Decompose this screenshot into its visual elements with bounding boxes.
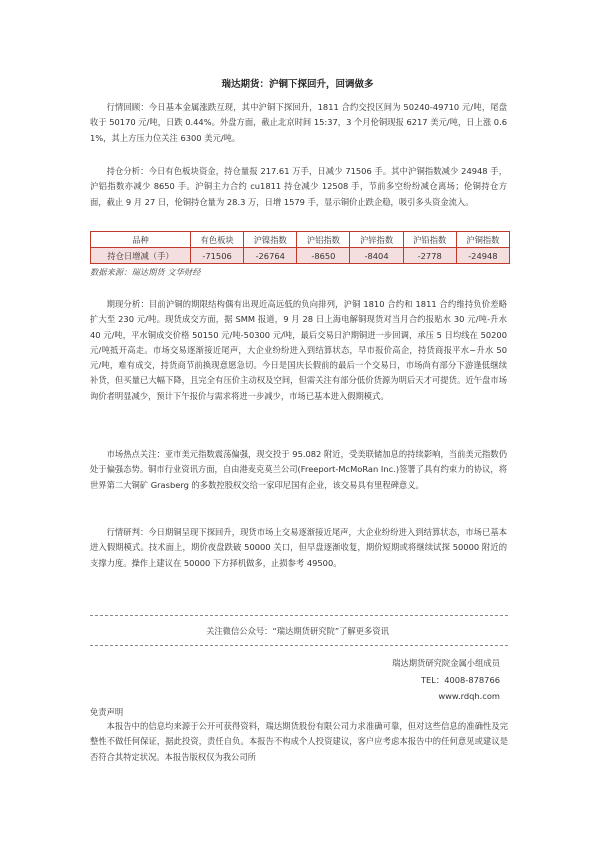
table-header-cell: 品种 [91,232,191,248]
disclaimer-text: 本报告中的信息均来源于公开可获得资料，瑞达期货股份有限公司力求准确可靠，但对这些信息的准确性及完整性不做任何保证，据此投资，责任自负。本报告不构成个人投资建议，客户应考虑本报告中的任何意见或建议是否符合其特定状况。本报告版权仅为我公司所 [90,721,508,762]
team-name: 瑞达期货研究院金属小组成员 [392,658,500,668]
table-header-cell: 沪铝指数 [297,232,350,248]
dashed-divider-bottom [90,645,508,646]
table-row [91,248,510,264]
report-title: 瑞达期货：沪铜下探回升，回调做多 [221,79,374,90]
table-header-row [91,232,510,248]
position-change-table [90,231,510,264]
table-header-cell: 沪锌指数 [350,232,403,248]
table-cell: 持仓日增减（手） [91,248,191,264]
table-header-cell: 沪镍指数 [244,232,297,248]
wechat-follow-note: 关注微信公众号：“瑞达期货研究院”了解更多资讯 [206,626,389,636]
table-header-cell: 沪铅指数 [403,232,456,248]
website-link[interactable]: www.rdqh.com [438,691,500,701]
table-cell: -8404 [350,248,403,264]
disclaimer-heading: 免责声明 [90,707,124,717]
position-analysis-paragraph: 持仓分析：今日有色板块资金，持仓量报 217.61 万手，日减少 71506 手。其中沪铜指数减少 24948 手，沪铝指数亦减少 8650 手。沪铜主力合约 cu1811 持仓减少 12508 手，节前多空纷纷减仓离场；伦铜持仓方面，截止 9 月 27 日，伦铜持仓量为 28.3 万，日增 1579 手，显示铜价止跌企稳，吸引多头资金流入。 [90,166,507,207]
dashed-divider-top [90,615,508,616]
contact-phone: TEL：4008-878766 [420,675,500,685]
table-cell: -2778 [403,248,456,264]
table-cell: -26764 [244,248,297,264]
table-header-cell: 沪铜指数 [456,232,509,248]
strategy-paragraph: 行情研判：今日期铜呈现下探回升，现货市场上交易逐渐接近尾声，大企业纷纷进入到结算状态，市场已基本进入假期模式。技术面上，期价夜盘跌破 50000 关口，但早盘逐渐收复，期价短期或将继续试探 50000 附近的支撑力度。操作上建议在 50000 下方择机做多，止损参考 49500。 [90,527,507,568]
market-hotspot-paragraph: 市场热点关注：亚市美元指数震荡偏强，现交投于 95.082 附近，受美联储加息的持续影响，当前美元指数仍处于偏强态势。铜市行业资讯方面，自由港麦克莫兰公司(Freeport-McMoRan Inc.)签署了具有约束力的协议，将世界第二大铜矿 Grasberg 的多数控股权交给一家印尼国有企业，该交易具有里程碑意义。 [90,449,507,490]
data-source-note: 数据来源：瑞达期货 文华财经 [90,267,201,277]
term-structure-paragraph: 期现分析：目前沪铜的期限结构偶有出现近高远低的负向排列，沪铜 1810 合约和 1811 合约维持负价差略扩大至 230 元/吨。现货成交方面，据 SMM 报道，9 月 28 日上海电解铜现货对当月合约报贴水 30 元/吨-升水 40 元/吨，平水铜成交价格 50150 元/吨-50300 元/吨，最后交易日沪期铜进一步回调，承压 5 日均线在 50200 元/吨抵开高走。市场交易逐渐接近尾声，大企业纷纷进入到结算状态，早市报价高企，持货商报平水~升水 50 元/吨，难有成交，持货商节前换现意愿急切。今日是国庆长假前的最后一个交易日，市场尚有部分下游逢低继续补货，但买量已大幅下降，且完全有压价主动权及空间，但需关注有部分低价货源为明后天才可提货。近午盘市场询价者明显减少，预计下午报价与需求将进一步减少，市场已基本进入假期模式。 [90,299,507,401]
table-header-cell: 有色板块 [191,232,244,248]
market-review-paragraph: 行情回顾：今日基本金属涨跌互现，其中沪铜下探回升，1811 合约交投区间为 50240-49710 元/吨，尾盘收于 50170 元/吨，日跌 0.44%。外盘方面，截止北京时间 15:37，3 个月伦铜现报 6217 美元/吨，日上涨 0.61%，其上方压力位关注 6300 美元/吨。 [90,102,507,143]
table-cell: -8650 [297,248,350,264]
table-cell: -71506 [191,248,244,264]
table-cell: -24948 [456,248,509,264]
